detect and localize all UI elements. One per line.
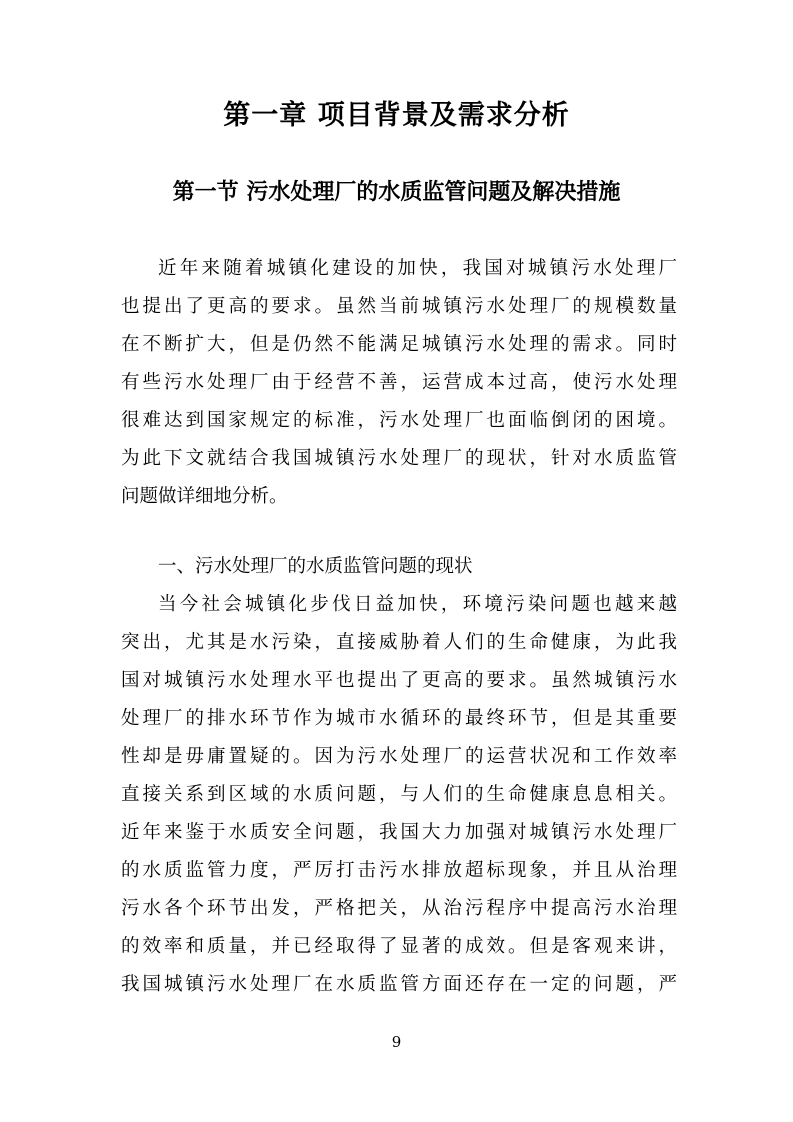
paragraph-2-line: 近年来鉴于水质安全问题，我国大力加强对城镇污水处理厂: [121, 822, 677, 843]
paragraph-2-line: 处理厂的排水环节作为城市水循环的最终环节，但是其重要: [121, 708, 677, 729]
paragraph-2-line: 我国城镇污水处理厂在水质监管方面还存在一定的问题，严: [121, 974, 677, 995]
section-title: 第一节 污水处理厂的水质监管问题及解决措施: [172, 179, 621, 205]
chapter-title: 第一章 项目背景及需求分析: [223, 100, 570, 131]
paragraph-2-line: 突出，尤其是水污染，直接威胁着人们的生命健康，为此我: [121, 632, 677, 653]
paragraph-2-line: 的效率和质量，并已经取得了显著的成效。但是客观来讲，: [121, 936, 677, 957]
page-number: 9: [391, 1033, 402, 1051]
paragraph-1-line: 近年来随着城镇化建设的加快，我国对城镇污水处理厂: [158, 258, 677, 279]
paragraph-1-line: 为此下文就结合我国城镇污水处理厂的现状，针对水质监管: [121, 448, 677, 469]
paragraph-1-line: 很难达到国家规定的标准，污水处理厂也面临倒闭的困境。: [121, 410, 677, 431]
paragraph-1: [121, 250, 677, 516]
paragraph-1-line: 在不断扩大，但是仍然不能满足城镇污水处理的需求。同时: [121, 334, 677, 355]
paragraph-1-line: 也提出了更高的要求。虽然当前城镇污水处理厂的规模数量: [121, 296, 677, 317]
paragraph-2-line: 国对城镇污水处理水平也提出了更高的要求。虽然城镇污水: [121, 670, 677, 691]
paragraph-2: [121, 586, 677, 1004]
paragraph-2-line: 性却是毋庸置疑的。因为污水处理厂的运营状况和工作效率: [121, 746, 677, 767]
paragraph-2-line: 直接关系到区域的水质问题，与人们的生命健康息息相关。: [121, 784, 677, 805]
subheading: 一、污水处理厂的水质监管问题的现状: [158, 556, 473, 577]
paragraph-2-line: 当今社会城镇化步伐日益加快，环境污染问题也越来越: [158, 594, 677, 615]
paragraph-2-line: 污水各个环节出发，严格把关，从治污程序中提高污水治理: [121, 898, 677, 919]
paragraph-1-line: 问题做详细地分析。: [121, 486, 288, 507]
paragraph-2-line: 的水质监管力度，严厉打击污水排放超标现象，并且从治理: [121, 860, 677, 881]
paragraph-1-line: 有些污水处理厂由于经营不善，运营成本过高，使污水处理: [121, 372, 677, 393]
